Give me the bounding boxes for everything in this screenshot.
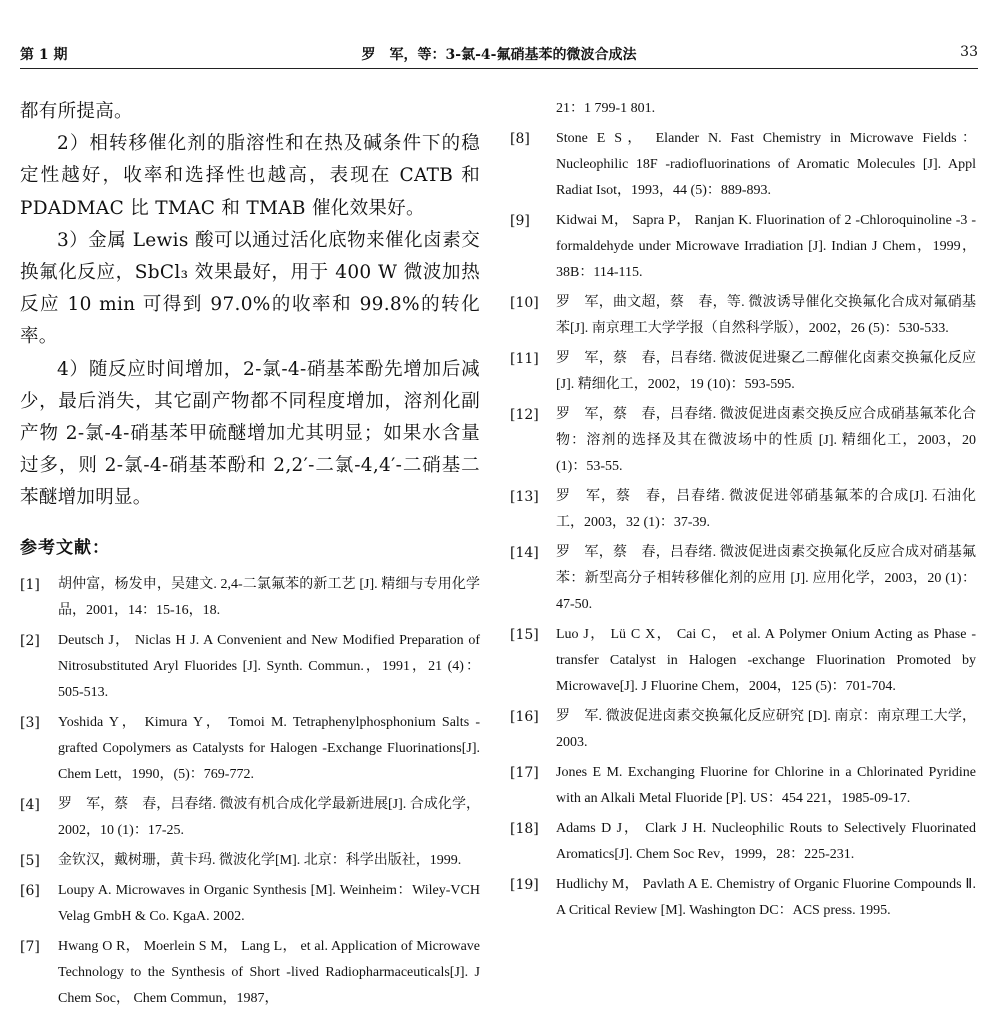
reference-item — [510, 704, 976, 756]
reference-text: Jones E M. Exchanging Fluorine for Chlorine in a Chlorinated Pyridine with an Alkali Metal Fluoride [P]. US：454 221，1985-09-17. — [556, 765, 976, 806]
reference-item — [510, 540, 976, 618]
reference-item — [20, 710, 480, 788]
reference-text: 罗 军. 微波促进卤素交换氟化反应研究 [D]. 南京：南京理工大学，2003. — [556, 709, 976, 750]
reference-text: 罗 军，蔡 春，吕春绪. 微波有机合成化学最新进展[J]. 合成化学，2002，10 (1)：17-25. — [58, 796, 480, 838]
reference-number: [8] — [510, 131, 530, 147]
reference-item — [20, 934, 480, 1012]
right-column — [510, 96, 976, 928]
reference-text: Yoshida Y， Kimura Y， Tomoi M. Tetraphenylphosphonium Salts -grafted Copolymers as Catalysts for Halogen -Exchange Fluorinations[J]. Chem Lett，1990，(5)：769-772. — [58, 714, 480, 782]
reference-text: 罗 军，蔡 春，吕春绪. 微波促进聚乙二醇催化卤素交换氟化反应[J]. 精细化工，2002，19 (10)：593-595. — [556, 351, 976, 392]
left-column — [20, 96, 480, 1016]
reference-item — [510, 872, 976, 924]
body-paragraph: 2）相转移催化剂的脂溶性和在热及碱条件下的稳定性越好，收率和选择性也越高，表现在 CATB 和 PDADMAC 比 TMAC 和 TMAB 催化效果好。 — [20, 133, 480, 219]
reference-item — [20, 848, 480, 874]
reference-number: [7] — [20, 938, 40, 955]
references-heading: 参考文献： — [20, 537, 110, 558]
reference-text: Adams D J， Clark J H. Nucleophilic Routs to Selectively Fluorinated Aromatics[J]. Chem Soc Rev，1999，28：225-231. — [556, 821, 976, 862]
reference-item — [20, 878, 480, 930]
reference-number: [6] — [20, 882, 40, 899]
reference-number: [13] — [510, 489, 539, 505]
reference-item — [510, 96, 976, 122]
reference-text: 罗 军，蔡 春，吕春绪. 微波促进卤素交换反应合成硝基氟苯化合物：溶剂的选择及其在微波场中的性质 [J]. 精细化工，2003，20 (1)：53-55. — [556, 407, 976, 474]
page-number: 33 — [960, 44, 978, 60]
reference-text: Loupy A. Microwaves in Organic Synthesis [M]. Weinheim：Wiley-VCH Velag GmbH & Co. KgaA. 2002. — [58, 882, 480, 924]
reference-number: [14] — [510, 545, 539, 561]
body-paragraph: 4）随反应时间增加，2-氯-4-硝基苯酚先增加后减少，最后消失，其它副产物都不同程度增加，溶剂化副产物 2-氯-4-硝基苯甲硫醚增加尤其明显；如果水含量过多，则 2-氯-4-硝基苯酚和 2,2′-二氯-4,4′-二硝基二苯醚增加明显。 — [20, 358, 480, 509]
reference-item — [510, 208, 976, 286]
reference-item — [510, 126, 976, 204]
reference-item — [510, 346, 976, 398]
running-title: 罗 军，等：3-氯-4-氟硝基苯的微波合成法 — [361, 47, 637, 63]
reference-item — [20, 572, 480, 624]
reference-text: Deutsch J， Niclas H J. A Convenient and New Modified Preparation of Nitrosubstituted Aryl Fluorides [J]. Synth. Commun.，1991，21 (4)：505-513. — [58, 632, 480, 700]
reference-item — [20, 628, 480, 706]
reference-text: 21：1 799-1 801. — [556, 101, 656, 116]
reference-number: [12] — [510, 407, 539, 423]
body-paragraph: 3）金属 Lewis 酸可以通过活化底物来催化卤素交换氟化反应，SbCl₃ 效果最好，用于 400 W 微波加热反应 10 min 可得到 97.0%的收率和 99.8%的转化率。 — [20, 229, 480, 348]
body-paragraph: 都有所提高。 — [20, 101, 133, 122]
reference-number: [9] — [510, 213, 530, 229]
reference-item — [20, 792, 480, 844]
reference-number: [5] — [20, 852, 40, 869]
reference-text: Kidwai M， Sapra P， Ranjan K. Fluorination of 2 -Chloroquinoline -3 -formaldehyde under Microwave Irradiation [J]. Indian J Chem，1999，38B：114-115. — [556, 213, 976, 280]
reference-text: Hwang O R， Moerlein S M， Lang L， et al. Application of Microwave Technology to the Synthesis of Short -lived Radiopharmaceuticals[J]. J Chem Soc， Chem Commun，1987， — [58, 938, 480, 1006]
reference-number: [3] — [20, 714, 40, 731]
reference-number: [4] — [20, 796, 40, 813]
reference-text: 罗 军，蔡 春，吕春绪. 微波促进邻硝基氟苯的合成[J]. 石油化工，2003，32 (1)：37-39. — [556, 489, 976, 530]
reference-text: 罗 军，蔡 春，吕春绪. 微波促进卤素交换氟化反应合成对硝基氟苯：新型高分子相转移催化剂的应用 [J]. 应用化学，2003，20 (1)：47-50. — [556, 545, 976, 612]
reference-item — [510, 402, 976, 480]
page-header — [20, 38, 978, 69]
reference-item — [510, 622, 976, 700]
reference-number: [10] — [510, 295, 539, 311]
reference-number: [19] — [510, 877, 539, 893]
reference-number: [18] — [510, 821, 539, 837]
reference-text: Stone E S， Elander N. Fast Chemistry in Microwave Fields：Nucleophilic 18F -radiofluorinations of Aromatic Molecules [J]. Appl Radiat Isot，1993，44 (5)：889-893. — [556, 131, 976, 198]
reference-item — [510, 290, 976, 342]
reference-text: Hudlichy M， Pavlath A E. Chemistry of Organic Fluorine Compounds Ⅱ. A Critical Review [M]. Washington DC：ACS press. 1995. — [556, 877, 976, 918]
reference-item — [510, 760, 976, 812]
reference-number: [11] — [510, 351, 539, 367]
reference-text: 金钦汉，戴树珊，黄卡玛. 微波化学[M]. 北京：科学出版社，1999. — [58, 852, 462, 868]
reference-number: [17] — [510, 765, 539, 781]
reference-text: 胡仲富，杨发申，吴建文. 2,4-二氯氟苯的新工艺 [J]. 精细与专用化学品，2001，14：15-16，18. — [58, 576, 480, 618]
reference-number: [2] — [20, 632, 40, 649]
reference-number: [1] — [20, 576, 40, 593]
reference-item — [510, 484, 976, 536]
issue-label: 第 1 期 — [20, 47, 68, 63]
reference-number: [15] — [510, 627, 539, 643]
reference-number: [16] — [510, 709, 539, 725]
reference-text: 罗 军，曲文超，蔡 春，等. 微波诱导催化交换氟化合成对氟硝基苯[J]. 南京理工大学学报（自然科学版），2002，26 (5)：530-533. — [556, 295, 976, 336]
reference-item — [510, 816, 976, 868]
reference-text: Luo J， Lü C X， Cai C， et al. A Polymer Onium Acting as Phase -transfer Catalyst in Halogen -exchange Fluorination Promoted by Microwave[J]. J Fluorine Chem，2004，125 (5)：701-704. — [556, 627, 976, 694]
